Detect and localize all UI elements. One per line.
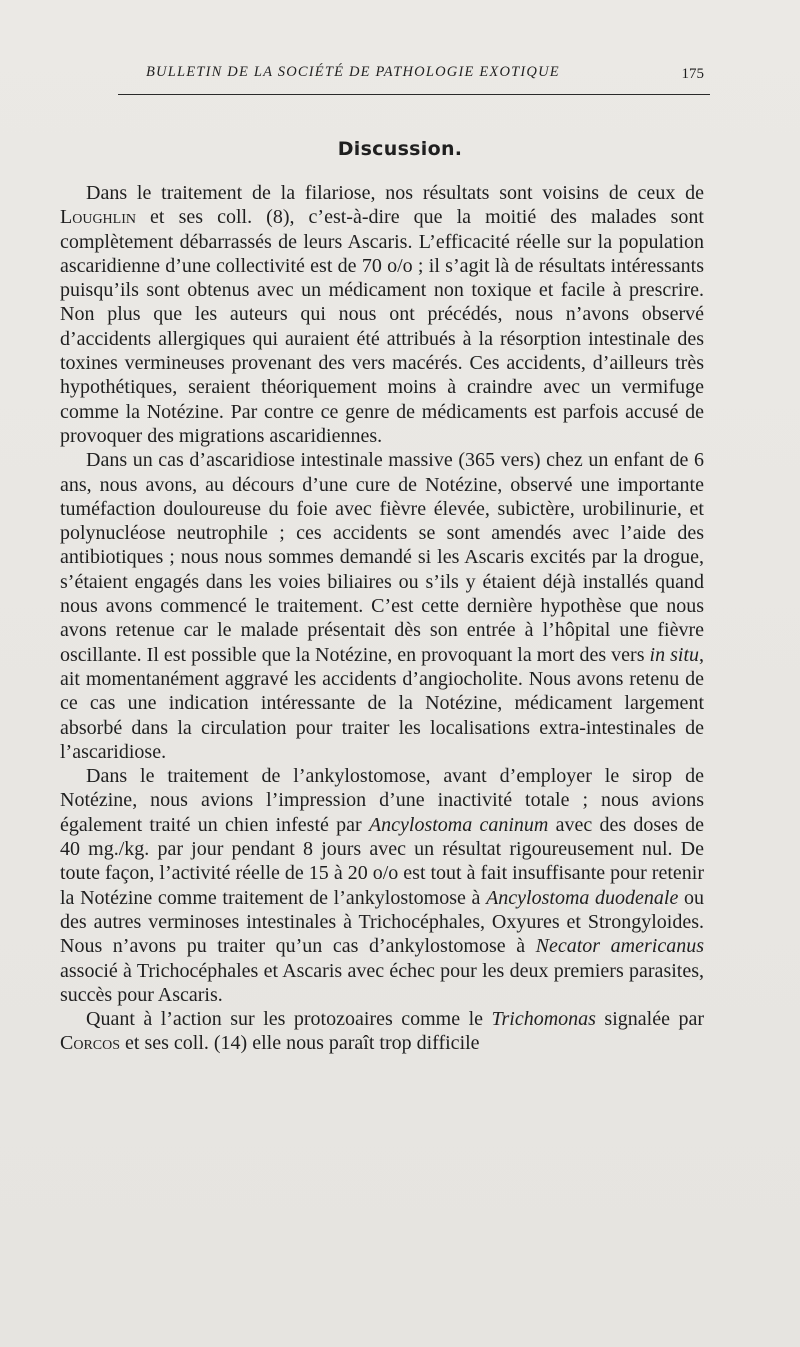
italic-term: Trichomonas [491, 1008, 596, 1031]
author-name: Loughlin [60, 206, 136, 229]
paragraph: Dans un cas d’ascaridiose intestinale massive (365 vers) chez un enfant de 6 ans, nous avons, au décours d’une cure de Notézine, observé une importante tuméfaction douloureuse du foie avec fièvre élevée, subictère, urobilinurie, et polynucléose neutrophile ; ces accidents se sont amendés avec l’aide des antibiotiques ; nous nous sommes demandé si les Ascaris excités par la drogue, s’étaient engagés dans les voies biliaires ou s’ils y étaient déjà installés quand nous avons commencé le traitement. C’est cette dernière hypothèse que nous avons retenue car le malade présentait dès son entrée à l’hôpital une fièvre oscillante. Il est possible que la Notézine, en provoquant la mort des vers in situ, ait momentanément aggravé les accidents d’angiocholite. Nous avons retenu de ce cas une indication intéressante de la Notézine, médicament largement absorbé dans la circulation pour traiter les localisations extra-intestinales de l’ascaridiose. [60, 449, 705, 763]
author-name: Corcos [60, 1032, 121, 1055]
italic-term: Ancylostoma duodenale [486, 886, 679, 909]
page-number: 175 [681, 66, 704, 82]
header-rule [118, 94, 710, 95]
italic-term: Necator americanus [535, 935, 704, 958]
italic-term: in situ [649, 643, 700, 666]
paragraph: Quant à l’action sur les protozoaires comme le Trichomonas signalée par Corcos et ses coll. (14) elle nous paraît trop difficile [60, 1008, 704, 1055]
italic-term: Ancylostoma caninum [368, 813, 549, 836]
running-header [118, 58, 710, 98]
article-body [60, 181, 704, 1056]
section-heading: Discussion. [337, 138, 463, 160]
paragraph: Dans le traitement de la filariose, nos résultats sont voisins de ceux de Loughlin et ses coll. (8), c’est-à-dire que la moitié des malades sont complètement débarrassés de leurs Ascaris. L’efficacité réelle sur la population ascaridienne d’une collectivité est de 70 o/o ; il s’agit là de résultats intéressants puisqu’ils sont obtenus avec un médicament non toxique et facile à prescrire. Non plus que les auteurs qui nous ont précédés, nous n’avons observé d’accidents allergiques qui auraient été attribués à la résorption intestinale des toxines vermineuses provenant des vers macérés. Ces accidents, d’ailleurs très hypothétiques, seraient théoriquement moins à craindre avec un vermifuge comme la Notézine. Par contre ce genre de médicaments est parfois accusé de provoquer des migrations ascaridiennes. [60, 182, 704, 447]
journal-title: BULLETIN DE LA SOCIÉTÉ DE PATHOLOGIE EXOTIQUE [146, 64, 560, 80]
paragraph: Dans le traitement de l’ankylostomose, avant d’employer le sirop de Notézine, nous avions l’impression d’une inactivité totale ; nous avions également traité un chien infesté par Ancylostoma caninum avec des doses de 40 mg./kg. par jour pendant 8 jours avec un résultat rigoureusement nul. De toute façon, l’activité réelle de 15 à 20 o/o est tout à fait insuffisante pour retenir la Notézine comme traitement de l’ankylostomose à Ancylostoma duodenale ou des autres verminoses intestinales à Trichocéphales, Oxyures et Strongyloides. Nous n’avons pu traiter qu’un cas d’ankylostomose à Necator americanus associé à Trichocéphales et Ascaris avec échec pour les deux premiers parasites, succès pour Ascaris. [60, 765, 705, 1006]
